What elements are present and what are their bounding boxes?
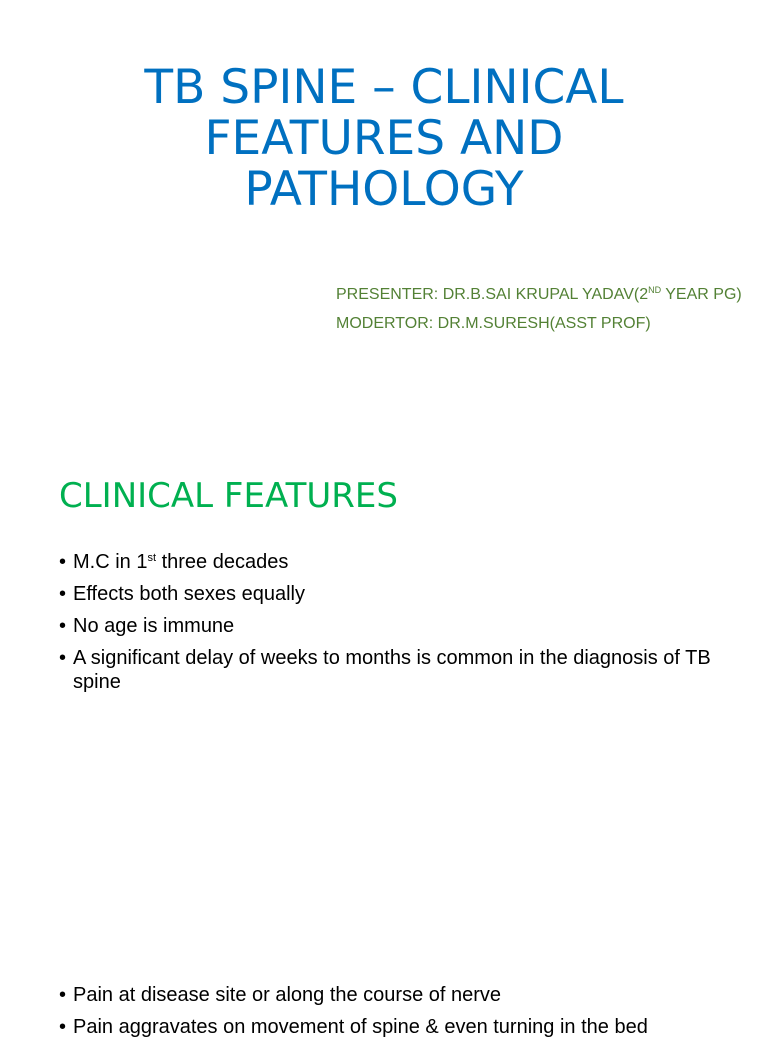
list-item: • Effects both sexes equally (59, 582, 713, 606)
presenter-suffix: YEAR PG) (661, 286, 742, 303)
list-item: • No age is immune (59, 614, 713, 638)
presenter-line (336, 280, 742, 309)
presenter-block (336, 280, 742, 338)
list-item: • A significant delay of weeks to months is common in the diagnosis of TB spine (59, 646, 713, 694)
item-text-suffix: three decades (156, 551, 289, 573)
moderator-line: MODERTOR: DR.M.SURESH(ASST PROF) (336, 315, 651, 332)
presenter-sup: ND (648, 285, 662, 295)
item-text-prefix: M.C in 1 (73, 551, 148, 573)
item-sup: st (147, 552, 157, 564)
presentation-title (0, 62, 768, 215)
presenter-prefix: PRESENTER: DR.B.SAI KRUPAL YADAV(2 (336, 286, 649, 303)
clinical-features-list (59, 550, 713, 702)
title-line-1: TB SPINE – CLINICAL (144, 60, 624, 115)
list-item: • Pain at disease site or along the course of nerve (59, 983, 713, 1007)
list-item: • Pain aggravates on movement of spine & even turning in the bed (59, 1015, 713, 1039)
list-item (59, 550, 713, 574)
title-line-3: PATHOLOGY (244, 162, 524, 217)
section-heading: CLINICAL FEATURES (59, 476, 398, 516)
pain-features-list (59, 983, 713, 1047)
title-line-2: FEATURES AND (204, 111, 564, 166)
